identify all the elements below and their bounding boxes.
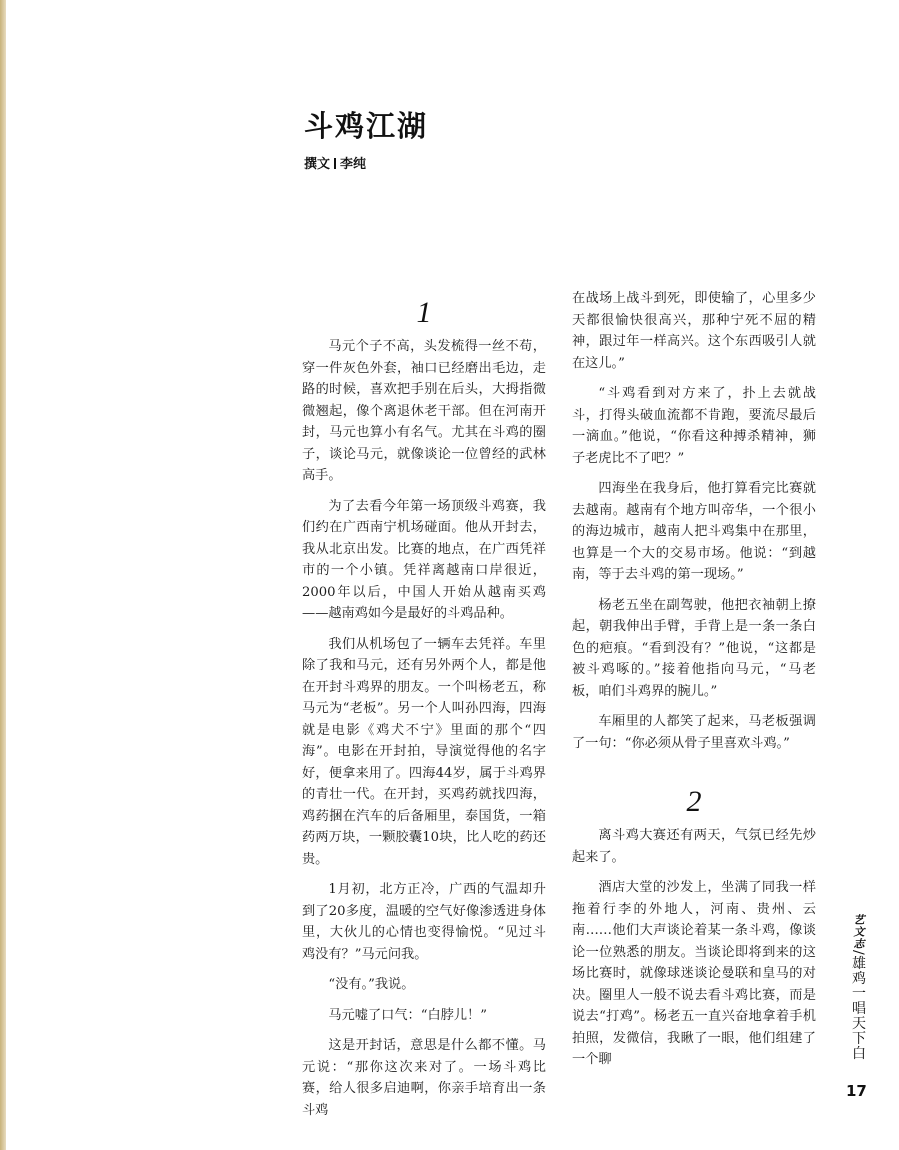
- column-label: [848, 914, 868, 1061]
- label-slash: /: [850, 950, 866, 956]
- byline-label: 撰文: [304, 157, 331, 172]
- paragraph: “没有。”我说。: [328, 977, 415, 992]
- paragraph: 为了去看今年第一场顶级斗鸡赛，我们约在广西南宁机场碰面。他从开封去，我从北京出发。比赛的地点，在广西凭祥市的一个小镇。凭祥离越南口岸很近，2000年以后，中国人开始从越南买鸡——越南鸡如今是最好的斗鸡品种。: [302, 498, 546, 621]
- page-number: 17: [846, 1082, 867, 1100]
- byline-divider: [334, 158, 336, 169]
- paragraph: 在战场上战斗到死，即使输了，心里多少天都很愉快很高兴，那种宁死不屈的精神，跟过年一样高兴。这个东西吸引人就在这儿。”: [572, 291, 816, 371]
- article-title: 斗鸡江湖: [304, 109, 429, 143]
- section-number-2: 2: [686, 785, 702, 818]
- column-left: [302, 296, 546, 1130]
- brand-name: 艺文志: [852, 914, 865, 950]
- column-title: 雄鸡一唱天下白: [850, 955, 866, 1061]
- paragraph: 杨老五坐在副驾驶，他把衣袖朝上撩起，朝我伸出手臂，手背上是一条一条白色的疤痕。“看到没有？”他说，“这都是被斗鸡啄的。”接着他指向马元，“马老板，咱们斗鸡界的腕儿。”: [572, 597, 816, 699]
- byline: [304, 153, 366, 172]
- paragraph: 四海坐在我身后，他打算看完比赛就去越南。越南有个地方叫帝华，一个很小的海边城市，越南人把斗鸡集中在那里，也算是一个大的交易市场。他说：“到越南，等于去斗鸡的第一现场。”: [572, 481, 816, 582]
- paragraph: 1月初，北方正冷，广西的气温却升到了20多度，温暖的空气好像渗透进身体里，大伙儿的心情也变得愉悦。“见过斗鸡没有？”马元问我。: [302, 882, 546, 962]
- paragraph: 马元嘘了口气：“白脖儿！”: [328, 1007, 487, 1023]
- column-right: [572, 288, 816, 1080]
- paragraph: 这是开封话，意思是什么都不懂。马元说：“那你这次来对了。一场斗鸡比赛，给人很多启迪啊，你亲手培育出一条斗鸡: [302, 1038, 546, 1118]
- section-number-1: 1: [416, 296, 432, 329]
- section-gap: [572, 763, 816, 785]
- paragraph: 马元个子不高，头发梳得一丝不苟，穿一件灰色外套，袖口已经磨出毛边，走路的时候，喜欢把手别在后头，大拇指微微翘起，像个离退休老干部。但在河南开封，马元也算小有名气。尤其在斗鸡的圈子，谈论马元，就像谈论一位曾经的武林高手。: [302, 339, 546, 483]
- paragraph: 车厢里的人都笑了起来，马老板强调了一句：“你必须从骨子里喜欢斗鸡。”: [572, 714, 816, 751]
- byline-author: 李纯: [340, 157, 367, 172]
- paragraph: 酒店大堂的沙发上，坐满了同我一样拖着行李的外地人，河南、贵州、云南……他们大声谈论着某一条斗鸡，像谈论一位熟悉的朋友。当谈论即将到来的这场比赛时，就像球迷谈论曼联和皇马的对决。圈里人一般不说去看斗鸡比赛，而是说去“打鸡”。杨老五一直兴奋地拿着手机拍照，发微信，我瞅了一眼，他们组建了一个聊: [572, 880, 816, 1067]
- paragraph: “斗鸡看到对方来了，扑上去就战斗，打得头破血流都不肯跑，要流尽最后一滴血。”他说，“你看这种搏杀精神，狮子老虎比不了吧？”: [572, 386, 816, 466]
- paragraph: 我们从机场包了一辆车去凭祥。车里除了我和马元，还有另外两个人，都是他在开封斗鸡界的朋友。一个叫杨老五，称马元为“老板”。另一个人叫孙四海，四海就是电影《鸡犬不宁》里面的那个“四海”。电影在开封拍，导演觉得他的名字好，便拿来用了。四海44岁，属于斗鸡界的青壮一代。在开封，买鸡药就找四海，鸡药捆在汽车的后备厢里，泰国货，一箱药两万块，一颗胶囊10块，比人吃的药还贵。: [302, 636, 546, 867]
- paragraph: 离斗鸡大赛还有两天，气氛已经先炒起来了。: [572, 828, 816, 865]
- page-edge: [0, 0, 6, 1150]
